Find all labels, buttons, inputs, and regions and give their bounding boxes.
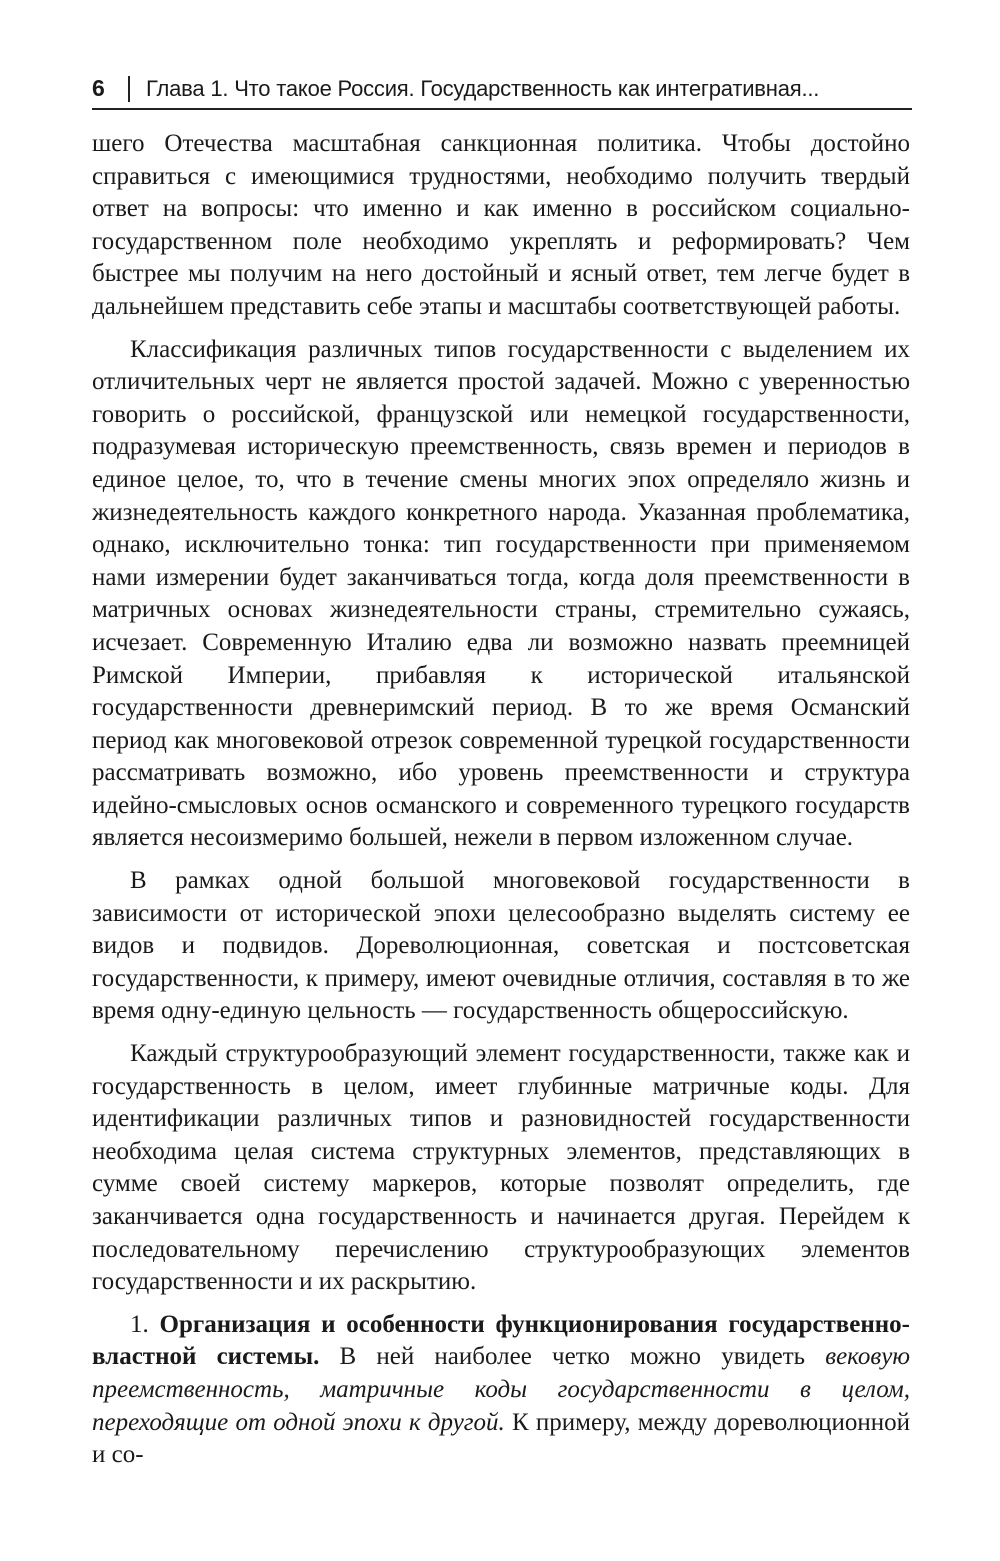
page-number: 6 xyxy=(92,75,105,101)
item-italic: вековую преемственность, матричные коды государственности в целом, переходящие от одной эпохи к другой. xyxy=(92,1343,910,1436)
paragraph-continued: шего Отечества масштабная санкционная политика. Чтобы достойно справиться с имеющимися трудностями, необходимо получить твердый ответ на вопросы: что именно и как именно в российском социально-государственном поле необходимо укреплять и реформировать? Чем быстрее мы получим на него достойный и ясный ответ, тем легче будет в дальнейшем представить себе этапы и масштабы соответствующей работы. xyxy=(92,130,910,320)
item-number: 1. xyxy=(130,1310,149,1338)
header-divider xyxy=(128,76,130,102)
running-header xyxy=(92,70,912,110)
paragraph-frameworks: В рамках одной большой многовековой государственности в зависимости от исторической эпохи целесообразно выделять систему ее видов и подвидов. Дореволюционная, советская и постсоветская государственности, к примеру, имеют очевидные отличия, составляя в то же время одну-единую цельность — государственность общероссийскую. xyxy=(92,867,910,1025)
item-text-a: В ней наиболее четко можно увидеть xyxy=(339,1343,806,1371)
paragraph-elements: Каждый структурообразующий элемент государственности, также как и государственность в целом, имеет глубинные матричные коды. Для идентификации различных типов и разновидностей государственности необходима целая система структурных элементов, представляющих в сумме своей систему маркеров, которые позволят определить, где заканчивается одна государственность и начинается другая. Перейдем к последовательному перечислению структурообразующих элементов государственности и их раскрытию. xyxy=(92,1040,910,1296)
body-text xyxy=(92,128,910,1482)
item-heading: Организация и особенности функционирования государственно-властной системы. xyxy=(92,1310,911,1371)
running-title: Глава 1. Что такое Россия. Государственность как интегративная... xyxy=(146,76,820,101)
paragraph-item-1 xyxy=(92,1309,910,1472)
paragraph-classification: Классификация различных типов государственности с выделением их отличительных черт не является простой задачей. Можно с уверенностью говорить о российской, французской или немецкой государственности, подразумевая историческую преемственность, связь времен и периодов в единое целое, то, что в течение смены многих эпох определяло жизнь и жизнедеятельность каждого конкретного народа. Указанная проблематика, однако, исключительно тонка: тип государственности при применяемом нами измерении будет заканчиваться тогда, когда доля преемственности в матричных основах жизнедеятельности страны, стремительно сужаясь, исчезает. Современную Италию едва ли возможно назвать преемницей Римской Империи, прибавляя к исторической итальянской государственности древнеримский период. В то же время Османский период как многовековой отрезок современной турецкой государственности рассматривать возможно, ибо уровень преемственности и структура идейно-смысловых основ османского и современного турецкого государств является несоизмеримо большей, нежели в первом изложенном случае. xyxy=(92,335,910,852)
item-text-b: К примеру, между дореволюционной и со- xyxy=(92,1408,911,1469)
